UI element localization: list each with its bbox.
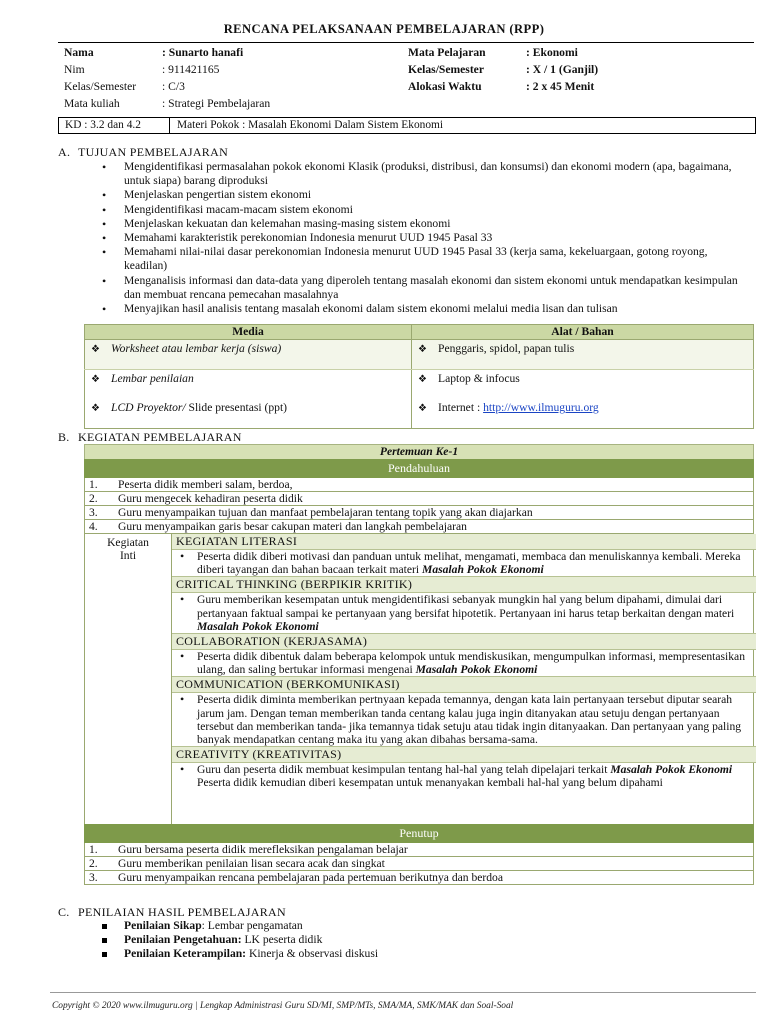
list-item: Penilaian Keterampilan: Kinerja & observasi diskusi (98, 947, 738, 961)
section-a-letter: A. (58, 145, 71, 159)
section-c-title: PENILAIAN HASIL PEMBELAJARAN (78, 905, 286, 919)
alat-cell: ❖ Penggaris, spidol, papan tulis (412, 340, 754, 370)
media-cell: ❖ LCD Proyektor/ Slide presentasi (ppt) (85, 399, 412, 429)
identity-label: Alokasi Waktu (408, 80, 482, 93)
section-c-heading (58, 905, 286, 920)
creativity-text: • Guru dan peserta didik membuat kesimpulan tentang hal-hal yang telah dipelajari terkait Masalah Pokok Ekonomi Peserta didik kemudian diberi kesempatan untuk menanyakan kembali hal-hal yang belum dipahami (172, 763, 756, 789)
section-b-title: KEGIATAN PEMBELAJARAN (78, 430, 242, 444)
literasi-text: • Peserta didik diberi motivasi dan panduan untuk melihat, mengamati, membaca dan menuliskannya kembali. Mereka diberi tayangan dan bahan bacaan terkait materi Masalah Pokok Ekonomi (172, 550, 756, 577)
identity-value: : Strategi Pembelajaran (162, 97, 271, 110)
list-item: • Mengidentifikasi permasalahan pokok ekonomi Klasik (produksi, distribusi, dan konsumsi) dan ekonomi modern (apa, bagaimana, untuk siapa) barang diproduksi (98, 160, 738, 188)
list-item: • Memahami karakteristik perekonomian Indonesia menurut UUD 1945 Pasal 33 (98, 231, 738, 245)
diamond-bullet-icon: ❖ (91, 403, 100, 415)
diamond-bullet-icon: ❖ (418, 374, 427, 386)
alat-header: Alat / Bahan (412, 325, 754, 340)
media-header: Media (85, 325, 412, 340)
literasi-heading: KEGIATAN LITERASI (172, 534, 756, 550)
list-item: • Memahami nilai-nilai dasar perekonomian Indonesia menurut UUD 1945 Pasal 33 (kerja sama, kekeluargaan, gotong royong, keadilan) (98, 245, 738, 273)
identity-value: : 2 x 45 Menit (526, 80, 595, 93)
kegiatan-table (84, 444, 754, 885)
section-a-title: TUJUAN PEMBELAJARAN (78, 145, 229, 159)
table-row: 1. Peserta didik memberi salam, berdoa, (84, 478, 754, 492)
diamond-bullet-icon: ❖ (91, 374, 100, 386)
section-b-heading (58, 430, 242, 445)
communication-text: • Peserta didik diminta memberikan pertnyaan kepada temannya, dengan kata lain pertanyaan tersebut diputar searah jarum jam. Dengan teman memberikan tanda centang kalau juga ingin ditanyakan atau setuju dengan pertanyaan tersebut dan memberikan tanda- jika temannya tidak setuju atau tidak ingin ditanyaakan. Dan pertanyaan yang paling banyak mendapatkan centang maka itu yang akan dibahas bersama-sama. (172, 693, 756, 747)
identity-label: Mata kuliah (64, 97, 120, 110)
list-item: • Menganalisis informasi dan data-data yang diperoleh tentang masalah ekonomi dan sistem ekonomi untuk mendapatkan kesimpulan dan membuat rencana pemecahan masalahnya (98, 274, 738, 302)
list-item: • Menjelaskan kekuatan dan kelemahan masing-masing sistem ekonomi (98, 217, 738, 231)
identity-value: : Ekonomi (526, 46, 578, 59)
kd-label: KD : 3.2 dan 4.2 (65, 119, 141, 131)
list-item: Penilaian Pengetahuan: LK peserta didik (98, 933, 738, 947)
identity-value: : X / 1 (Ganjil) (526, 63, 599, 76)
kegiatan-inti-label: Kegiatan Inti (107, 536, 149, 562)
table-row: 3. Guru menyampaikan tujuan dan manfaat pembelajaran tentang topik yang akan diajarkan (84, 506, 754, 520)
kegiatan-inti (84, 534, 754, 824)
document-title: RENCANA PELAKSANAAN PEMBELAJARAN (RPP) (223, 22, 545, 36)
media-cell: ❖ Worksheet atau lembar kerja (siswa) (85, 340, 412, 370)
section-b-letter: B. (58, 430, 70, 444)
section-c-letter: C. (58, 905, 70, 919)
ilmuguru-link[interactable]: http://www.ilmuguru.org (483, 401, 599, 415)
collaboration-heading: COLLABORATION (KERJASAMA) (172, 634, 756, 650)
penutup-bar: Penutup (84, 824, 754, 843)
list-item: Penilaian Sikap: Lembar pengamatan (98, 919, 738, 933)
copyright-footer: Copyright © 2020 www.ilmuguru.org | Lengkap Administrasi Guru SD/MI, SMP/MTs, SMA/MA, SMK/MAK dan Soal-Soal (52, 1001, 514, 1011)
table-row: 2. Guru mengecek kehadiran peserta didik (84, 492, 754, 506)
identity-label: Nim (64, 63, 85, 76)
diamond-bullet-icon: ❖ (418, 403, 427, 415)
tujuan-list (98, 160, 738, 316)
communication-heading: COMMUNICATION (BERKOMUNIKASI) (172, 677, 756, 693)
diamond-bullet-icon: ❖ (91, 344, 100, 356)
creativity-heading: CREATIVITY (KREATIVITAS) (172, 747, 756, 763)
critical-text: • Guru memberikan kesempatan untuk mengidentifikasi sebanyak mungkin hal yang belum dipahami, dimulai dari pertanyaan faktual sampai ke pertanyaan yang bersifat hipotetik. Pertanyaan ini harus tetap berkaitan dengan materi Masalah Pokok Ekonomi (172, 593, 756, 634)
identity-label: Kelas/Semester (408, 63, 484, 76)
identity-label: Mata Pelajaran (408, 46, 486, 59)
alat-cell: ❖ Internet : http://www.ilmuguru.org (412, 399, 754, 429)
identity-value: : 911421165 (162, 63, 220, 76)
list-item: • Mengidentifikasi macam-macam sistem ekonomi (98, 203, 738, 217)
collaboration-text: • Peserta didik dibentuk dalam beberapa kelompok untuk mendiskusikan, mengumpulkan informasi, mempresentasikan ulang, dan saling bertukar informasi mengenai Masalah Pokok Ekonomi (172, 650, 756, 677)
critical-heading: CRITICAL THINKING (BERPIKIR KRITIK) (172, 577, 756, 593)
pendahuluan-bar: Pendahuluan (84, 459, 754, 478)
identity-value: : C/3 (162, 80, 185, 93)
table-row: 4. Guru menyampaikan garis besar cakupan materi dan langkah pembelajaran (84, 520, 754, 534)
kegiatan-inti-content (171, 534, 756, 824)
materi-pokok: Materi Pokok : Masalah Ekonomi Dalam Sistem Ekonomi (177, 119, 444, 131)
list-item: • Menyajikan hasil analisis tentang masalah ekonomi dalam sistem ekonomi melalui media lisan dan tulisan (98, 302, 738, 316)
pertemuan-bar: Pertemuan Ke-1 (84, 444, 754, 459)
footer-rule (50, 992, 756, 993)
identity-table (58, 46, 754, 114)
alat-cell: ❖ Laptop & infocus (412, 370, 754, 400)
identity-label: Kelas/Semester (64, 80, 137, 93)
table-row: 1. Guru bersama peserta didik merefleksikan pengalaman belajar (84, 843, 754, 857)
identity-value: : Sunarto hanafi (162, 46, 244, 59)
table-row: 2. Guru memberikan penilaian lisan secara acak dan singkat (84, 857, 754, 871)
section-a-heading (58, 145, 228, 160)
title-rule (58, 42, 754, 43)
table-row: 3. Guru menyampaikan rencana pembelajaran pada pertemuan berikutnya dan berdoa (84, 871, 754, 885)
kd-row (58, 117, 756, 134)
penilaian-list (98, 919, 738, 961)
kd-divider (169, 118, 170, 133)
media-cell: ❖ Lembar penilaian (85, 370, 412, 400)
media-table (84, 324, 754, 429)
identity-label: Nama (64, 46, 94, 59)
diamond-bullet-icon: ❖ (418, 344, 427, 356)
list-item: • Menjelaskan pengertian sistem ekonomi (98, 188, 738, 202)
